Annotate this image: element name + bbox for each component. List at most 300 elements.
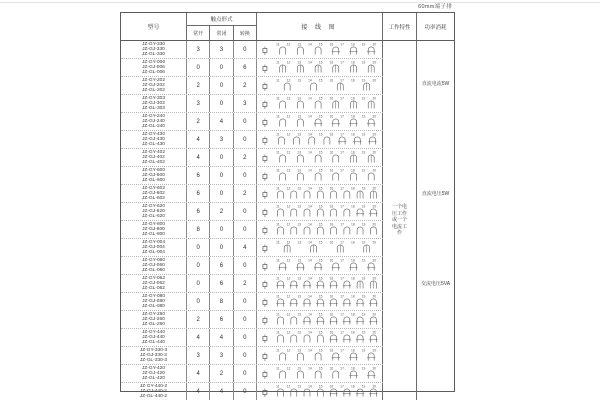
svg-text:19: 19 [361,330,366,335]
svg-text:11: 11 [276,330,280,335]
svg-text:17: 17 [340,276,344,281]
svg-text:20: 20 [372,168,376,173]
svg-text:11: 11 [276,366,280,371]
svg-text:11: 11 [276,384,280,389]
svg-text:16: 16 [329,276,334,281]
nc-count-cell: 6 [210,311,233,328]
svg-text:16: 16 [329,384,334,389]
svg-text:12: 12 [286,204,291,209]
wiring-diagram-cell [257,239,383,256]
wiring-diagram-cell [257,131,383,148]
model-number: JZ-GL-430 [142,142,165,148]
svg-text:11: 11 [276,60,280,65]
power-consumption-label: 交流电压5VA [420,281,451,287]
svg-text:13: 13 [297,114,301,119]
svg-text:20: 20 [372,96,376,101]
co-count-cell: 4 [234,239,257,256]
svg-text:19: 19 [361,294,366,299]
svg-text:17: 17 [340,42,344,47]
co-count-cell: 0 [234,347,257,364]
co-count-cell: 0 [234,41,257,58]
nc-count-cell: 4 [210,383,233,400]
table-row [121,383,383,400]
model-number: JZ-GY-060 [141,257,166,263]
svg-text:15: 15 [318,384,323,389]
model-cell [121,185,187,202]
svg-text:17: 17 [340,258,344,263]
svg-text:16: 16 [329,294,334,299]
no-count-cell: 4 [187,365,210,382]
no-count-cell: 0 [187,275,210,292]
model-cell [121,203,187,220]
model-number: JZ-GJ-620 [142,208,165,214]
svg-text:20: 20 [372,186,376,191]
model-number: JZ-GL-440 [142,340,165,346]
svg-text:17: 17 [340,168,344,173]
svg-text:13: 13 [297,132,301,137]
svg-text:18: 18 [350,150,355,155]
svg-text:18: 18 [350,258,355,263]
nc-count-cell: 0 [210,167,233,184]
svg-text:15: 15 [318,78,323,83]
svg-text:13: 13 [297,312,301,317]
wiring-diagram-cell [257,113,383,130]
header-wiring-diagram: 接 线 图 [257,13,383,40]
svg-text:18: 18 [350,222,355,227]
model-number: JZ-GY-800 [141,221,166,227]
model-number: JZ-GY-004 [141,239,166,245]
no-count-cell: 0 [187,59,210,76]
svg-text:11: 11 [276,240,280,245]
model-number: JZ-GL-800 [142,232,165,238]
svg-text:14: 14 [308,222,312,227]
table-row [121,59,383,77]
svg-text:15: 15 [318,60,323,65]
svg-text:15: 15 [318,150,323,155]
svg-text:15: 15 [318,96,323,101]
svg-text:16: 16 [329,132,334,137]
model-number: JZ-GL-062 [142,286,165,292]
svg-text:18: 18 [350,330,355,335]
no-count-cell: 4 [187,131,210,148]
svg-text:11: 11 [276,168,280,173]
svg-text:13: 13 [297,60,301,65]
table-row [121,293,383,311]
svg-text:17: 17 [340,204,344,209]
model-cell [121,131,187,148]
wiring-diagram-cell [257,347,383,364]
table-row [121,77,383,95]
svg-text:16: 16 [329,258,334,263]
svg-text:19: 19 [361,150,366,155]
co-count-cell: 0 [234,203,257,220]
wiring-diagram [257,347,382,364]
model-number: JZ-GY-600 [141,167,166,173]
model-cell [121,221,187,238]
co-count-cell: 6 [234,59,257,76]
model-number: JZ-GL-420 [142,376,165,382]
model-number: JZ-GJ-080 [142,298,165,304]
nc-count-cell: 6 [210,275,233,292]
wiring-diagram-cell [257,77,383,94]
svg-text:18: 18 [350,132,355,137]
svg-text:13: 13 [297,294,301,299]
svg-text:20: 20 [372,150,376,155]
svg-text:19: 19 [361,348,366,353]
wiring-diagram [257,41,382,58]
model-number: JZ-GJ-006 [142,64,165,70]
svg-text:19: 19 [361,96,366,101]
co-count-cell: 0 [234,365,257,382]
wiring-diagram-cell [257,311,383,328]
nc-count-cell: 0 [210,149,233,166]
model-number: JZ-GJ-240 [142,118,165,124]
wiring-diagram [257,203,382,220]
svg-text:12: 12 [286,78,291,83]
model-number: JZ-GL-330 [142,52,165,58]
svg-text:14: 14 [308,312,312,317]
model-cell [121,365,187,382]
svg-text:20: 20 [372,330,376,335]
model-cell [121,113,187,130]
svg-text:11: 11 [276,150,280,155]
working-characteristics-text: 一个电压工作或一个电流工作 [391,204,407,237]
svg-text:19: 19 [361,258,366,263]
svg-text:19: 19 [361,312,366,317]
nc-count-cell: 0 [210,95,233,112]
svg-text:13: 13 [297,168,301,173]
svg-text:12: 12 [286,222,291,227]
svg-text:18: 18 [350,78,355,83]
model-number: JZ-GY-202 [141,77,166,83]
svg-text:11: 11 [276,312,280,317]
model-number: JZ-GL-260 [142,322,165,328]
svg-text:19: 19 [361,276,366,281]
model-number: JZ-GY-303 [141,95,166,101]
table-row [121,329,383,347]
svg-text:17: 17 [340,114,344,119]
header-working-characteristics: 工作特性 [383,13,417,40]
nc-count-cell: 3 [210,131,233,148]
svg-text:12: 12 [286,240,291,245]
svg-text:18: 18 [350,42,355,47]
svg-text:14: 14 [308,132,312,137]
wiring-diagram [257,293,382,310]
model-number: JZ-GY-440 [141,329,166,335]
svg-text:14: 14 [308,114,312,119]
model-cell [121,329,187,346]
svg-text:19: 19 [361,240,366,245]
model-number: JZ-GJ-600 [142,172,165,178]
model-number: JZ-GJ-330 [142,46,165,52]
svg-text:13: 13 [297,78,301,83]
model-number: JZ-GY-260 [141,311,166,317]
svg-text:17: 17 [340,294,344,299]
svg-text:16: 16 [329,222,334,227]
svg-text:15: 15 [318,366,323,371]
relay-spec-table [120,12,455,400]
table-row [121,113,383,131]
nc-count-cell: 8 [210,293,233,310]
svg-text:18: 18 [350,168,355,173]
svg-text:16: 16 [329,366,334,371]
model-cell [121,77,187,94]
no-count-cell: 0 [187,239,210,256]
svg-text:15: 15 [318,186,323,191]
no-count-cell: 4 [187,329,210,346]
svg-text:19: 19 [361,42,366,47]
svg-text:15: 15 [318,204,323,209]
working-characteristics-cell [383,41,417,400]
svg-text:14: 14 [308,240,312,245]
wiring-diagram-cell [257,149,383,166]
svg-text:20: 20 [372,204,376,209]
wiring-diagram-cell [257,203,383,220]
svg-text:14: 14 [308,150,312,155]
nc-count-cell: 0 [210,59,233,76]
svg-text:20: 20 [372,258,376,263]
svg-text:20: 20 [372,384,376,389]
model-cell [121,41,187,58]
svg-text:15: 15 [318,312,323,317]
svg-text:15: 15 [318,222,323,227]
wiring-diagram [257,77,382,94]
svg-text:20: 20 [372,42,376,47]
model-cell [121,293,187,310]
table-row [121,149,383,167]
nc-count-cell: 0 [210,77,233,94]
co-count-cell: 0 [234,131,257,148]
svg-text:20: 20 [372,114,376,119]
header-contact-subheaders [187,26,256,40]
svg-text:12: 12 [286,258,291,263]
svg-text:12: 12 [286,294,291,299]
svg-text:17: 17 [340,96,344,101]
model-number: JZ-GL-602 [142,196,165,202]
svg-text:18: 18 [350,186,355,191]
svg-text:16: 16 [329,348,334,353]
model-cell [121,95,187,112]
no-count-cell: 0 [187,257,210,274]
svg-text:17: 17 [340,240,344,245]
svg-text:18: 18 [350,96,355,101]
model-number: JZ-GJ-602 [142,190,165,196]
wiring-diagram-cell [257,365,383,382]
wiring-diagram [257,185,382,202]
svg-text:13: 13 [297,330,301,335]
wiring-diagram [257,383,382,400]
svg-text:16: 16 [329,114,334,119]
wiring-diagram [257,329,382,346]
model-number: JZ-GL-202 [142,88,165,94]
model-number: JZ-GY-602 [141,185,166,191]
header-contact-sub: 转换 [239,30,250,37]
svg-text:16: 16 [329,204,334,209]
wiring-diagram [257,239,382,256]
svg-text:15: 15 [318,114,323,119]
no-count-cell: 2 [187,77,210,94]
model-number: JZ-GY-402 [141,149,166,155]
table-row [121,347,383,365]
svg-text:19: 19 [361,366,366,371]
power-consumption-label: 直流电流5W [421,81,450,87]
nc-count-cell: 3 [210,41,233,58]
wiring-diagram [257,113,382,130]
model-number: JZ-GY-062 [141,275,166,281]
svg-text:13: 13 [297,204,301,209]
svg-text:16: 16 [329,168,334,173]
wiring-diagram-cell [257,275,383,292]
terminal-strip-label: 60mm端子排 [418,4,452,10]
table-row [121,275,383,293]
no-count-cell: 6 [187,203,210,220]
svg-text:14: 14 [308,348,312,353]
model-cell [121,257,187,274]
svg-text:15: 15 [318,132,323,137]
model-number: JZ-GJ-402 [142,154,165,160]
model-number: JZ-GL-440-2 [139,394,168,400]
model-number: JZ-GY-420 [141,365,166,371]
svg-text:12: 12 [286,366,291,371]
svg-text:12: 12 [286,348,291,353]
svg-text:20: 20 [372,312,376,317]
svg-text:14: 14 [308,186,312,191]
svg-text:19: 19 [361,168,366,173]
model-number: JZ-GJ-202 [142,82,165,88]
svg-text:15: 15 [318,276,323,281]
model-number: JZ-GJ-420 [142,370,165,376]
svg-text:13: 13 [297,96,301,101]
no-count-cell: 3 [187,41,210,58]
svg-text:12: 12 [286,312,291,317]
svg-text:17: 17 [340,348,344,353]
model-number: JZ-GL-600 [142,178,165,184]
svg-text:18: 18 [350,114,355,119]
model-number: JZ-GY-240 [141,113,166,119]
nc-count-cell: 0 [210,185,233,202]
model-number: JZ-GL-620 [142,214,165,220]
svg-text:20: 20 [372,222,376,227]
model-number: JZ-GL-004 [142,250,165,256]
svg-text:17: 17 [340,132,344,137]
svg-text:12: 12 [286,60,291,65]
svg-text:18: 18 [350,240,355,245]
svg-text:17: 17 [340,312,344,317]
nc-count-cell: 0 [210,239,233,256]
svg-text:17: 17 [340,366,344,371]
wiring-diagram-cell [257,95,383,112]
table-row [121,41,383,59]
svg-text:17: 17 [340,384,344,389]
svg-text:15: 15 [318,294,323,299]
svg-text:12: 12 [286,168,291,173]
model-number: JZ-GJ-060 [142,262,165,268]
nc-count-cell: 2 [210,365,233,382]
svg-text:17: 17 [340,222,344,227]
no-count-cell: 8 [187,221,210,238]
no-count-cell: 0 [187,293,210,310]
svg-text:19: 19 [361,222,366,227]
svg-text:16: 16 [329,60,334,65]
wiring-diagram [257,311,382,328]
table-row [121,257,383,275]
svg-text:14: 14 [308,276,312,281]
model-number: JZ-GL-006 [142,70,165,76]
svg-text:16: 16 [329,312,334,317]
svg-text:17: 17 [340,186,344,191]
svg-text:11: 11 [276,276,280,281]
model-cell [121,275,187,292]
svg-text:11: 11 [276,258,280,263]
svg-text:20: 20 [372,240,376,245]
header-contact-form: 触点形式 [187,13,256,26]
svg-text:17: 17 [340,150,344,155]
model-number: JZ-GL-330-3 [139,358,168,364]
svg-text:12: 12 [286,150,291,155]
svg-text:15: 15 [318,348,323,353]
co-count-cell: 3 [234,95,257,112]
svg-text:12: 12 [286,186,291,191]
svg-text:15: 15 [318,42,323,47]
no-count-cell: 6 [187,167,210,184]
model-cell [121,167,187,184]
svg-text:12: 12 [286,330,291,335]
svg-text:20: 20 [372,294,376,299]
wiring-diagram [257,365,382,382]
table-row [121,365,383,383]
wiring-diagram-cell [257,293,383,310]
model-number: JZ-GJ-303 [142,100,165,106]
svg-text:13: 13 [297,186,301,191]
svg-text:13: 13 [297,240,301,245]
svg-text:18: 18 [350,348,355,353]
svg-text:13: 13 [297,42,301,47]
svg-text:11: 11 [276,186,280,191]
svg-text:14: 14 [308,258,312,263]
co-count-cell: 2 [234,185,257,202]
svg-text:15: 15 [318,330,323,335]
svg-text:11: 11 [276,348,280,353]
svg-text:15: 15 [318,168,323,173]
table-row [121,185,383,203]
nc-count-cell: 2 [210,203,233,220]
model-number: JZ-GY-330 [141,41,166,47]
svg-text:17: 17 [340,330,344,335]
header-contact-form-group [187,13,257,40]
power-consumption-label: 直流电压5W [421,191,450,197]
co-count-cell: 2 [234,275,257,292]
svg-text:18: 18 [350,204,355,209]
co-count-cell: 0 [234,257,257,274]
svg-text:14: 14 [308,78,312,83]
nc-count-cell: 4 [210,329,233,346]
model-cell [121,347,187,364]
svg-text:20: 20 [372,366,376,371]
svg-text:20: 20 [372,60,376,65]
co-count-cell: 0 [234,221,257,238]
model-cell [121,59,187,76]
no-count-cell: 3 [187,95,210,112]
co-count-cell: 0 [234,383,257,400]
model-number: JZ-GL-303 [142,106,165,112]
svg-text:19: 19 [361,114,366,119]
svg-text:11: 11 [276,114,280,119]
svg-text:19: 19 [361,186,366,191]
svg-text:11: 11 [276,132,280,137]
svg-text:14: 14 [308,204,312,209]
svg-text:18: 18 [350,366,355,371]
svg-text:19: 19 [361,132,366,137]
